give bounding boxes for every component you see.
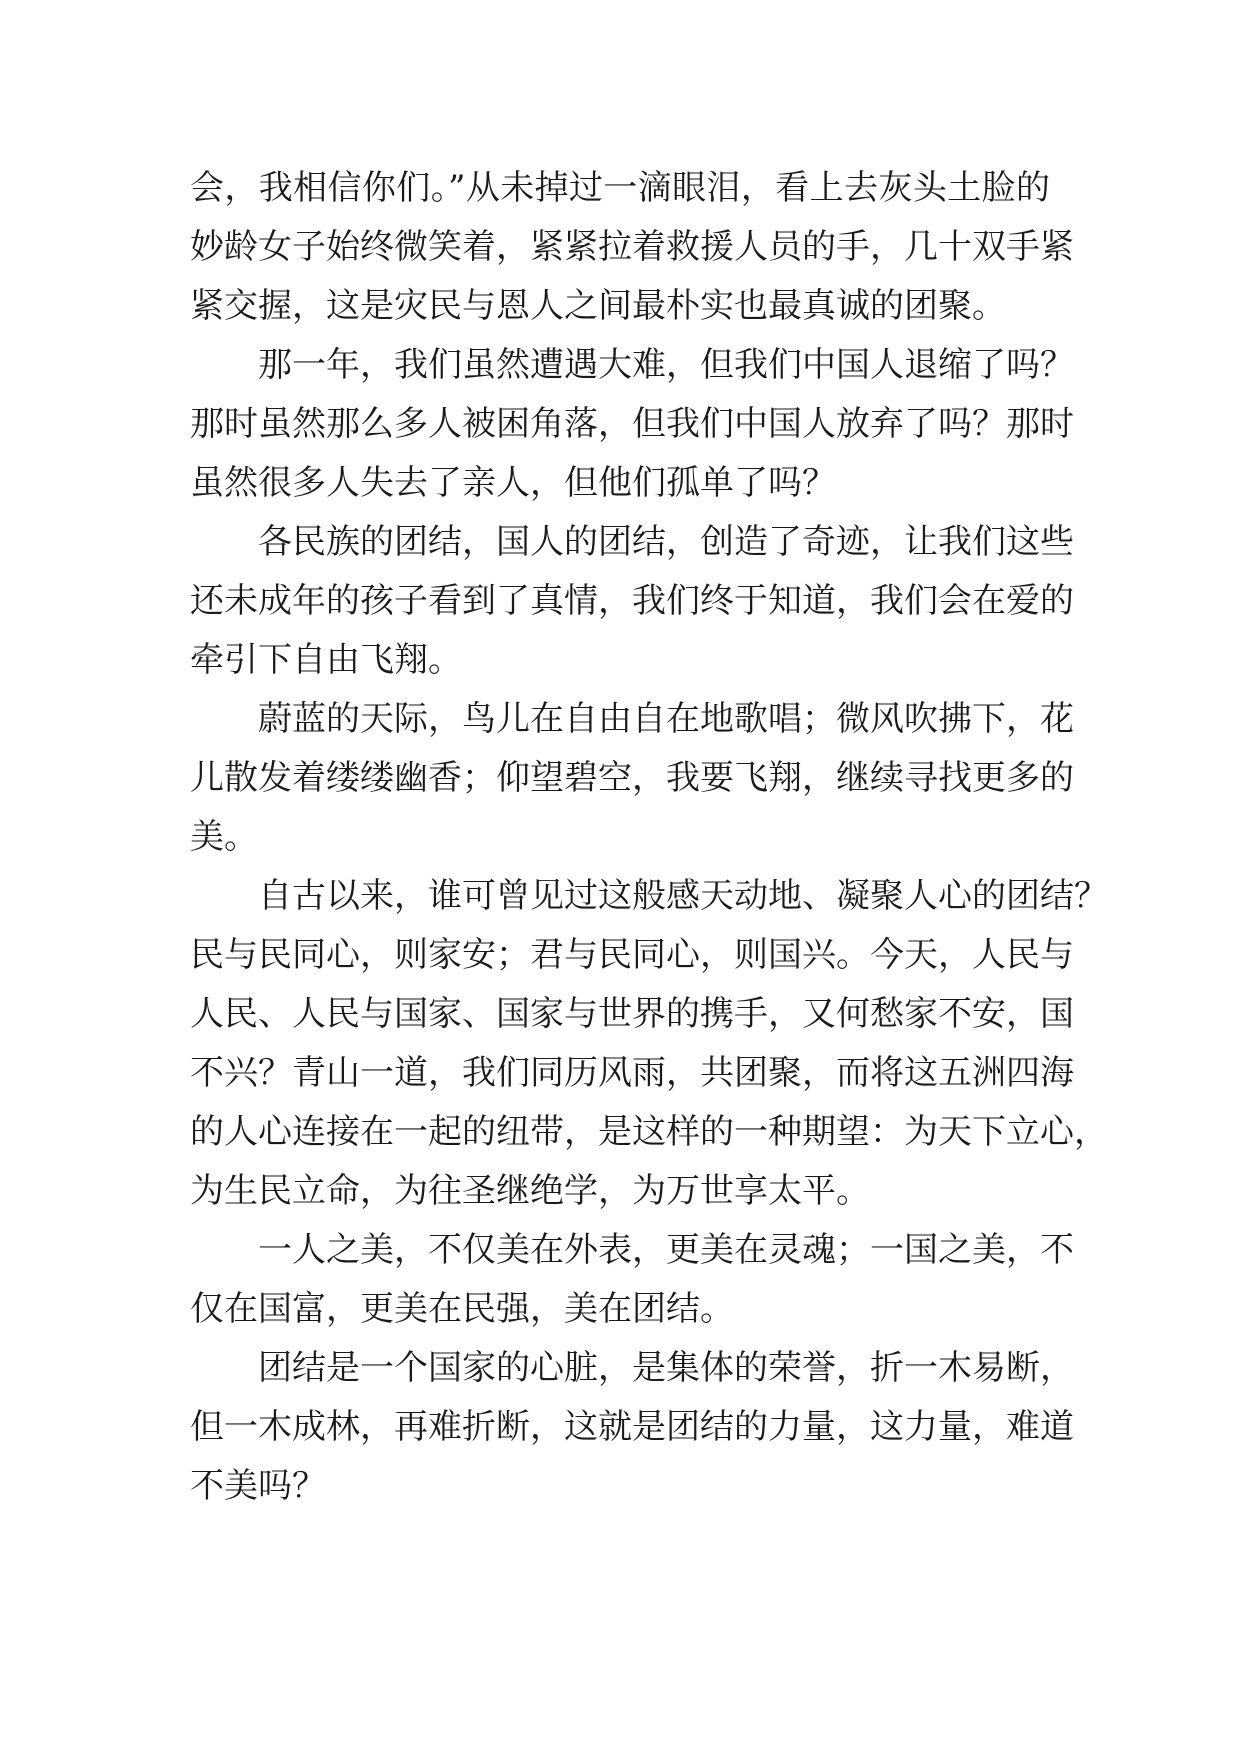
text-line: 还未成年的孩子看到了真情，我们终于知道，我们会在爱的	[190, 581, 1074, 621]
text-line: 牵引下自由飞翔。	[190, 640, 462, 680]
text-line: 儿散发着缕缕幽香；仰望碧空，我要飞翔，继续寻找更多的	[190, 758, 1074, 798]
paragraph-first-line: 自古以来，谁可曾见过这般感天动地、凝聚人心的团结？	[258, 876, 1108, 916]
text-line: 但一木成林，再难折断，这就是团结的力量，这力量，难道	[190, 1407, 1074, 1447]
text-line: 人民、人民与国家、国家与世界的携手，又何愁家不安，国	[190, 994, 1074, 1034]
text-line: 的人心连接在一起的纽带，是这样的一种期望：为天下立心，	[190, 1112, 1108, 1152]
text-line: 美。	[190, 817, 258, 857]
paragraph-first-line: 蔚蓝的天际，鸟儿在自由自在地歌唱；微风吹拂下，花	[258, 699, 1074, 739]
paragraph-first-line: 一人之美，不仅美在外表，更美在灵魂；一国之美，不	[258, 1230, 1074, 1270]
text-line: 那时虽然那么多人被困角落，但我们中国人放弃了吗？那时	[190, 404, 1074, 444]
text-line: 紧交握，这是灾民与恩人之间最朴实也最真诚的团聚。	[190, 286, 1006, 326]
text-line: 不兴？青山一道，我们同历风雨，共团聚，而将这五洲四海	[190, 1053, 1074, 1093]
text-line: 仅在国富，更美在民强，美在团结。	[190, 1289, 734, 1329]
text-line: 民与民同心，则家安；君与民同心，则国兴。今天，人民与	[190, 935, 1074, 975]
paragraph-first-line: 团结是一个国家的心脏，是集体的荣誉，折一木易断，	[258, 1348, 1074, 1388]
text-line: 为生民立命，为往圣继绝学，为万世享太平。	[190, 1171, 870, 1211]
text-line: 妙龄女子始终微笑着，紧紧拉着救援人员的手，几十双手紧	[190, 227, 1074, 267]
text-line: 不美吗？	[190, 1466, 326, 1506]
paragraph-first-line: 各民族的团结，国人的团结，创造了奇迹，让我们这些	[258, 522, 1074, 562]
paragraph-first-line: 那一年，我们虽然遭遇大难，但我们中国人退缩了吗？	[258, 345, 1074, 385]
text-line: 虽然很多人失去了亲人，但他们孤单了吗？	[190, 463, 836, 503]
text-line: 会，我相信你们。”从未掉过一滴眼泪，看上去灰头土脸的	[190, 168, 1050, 208]
